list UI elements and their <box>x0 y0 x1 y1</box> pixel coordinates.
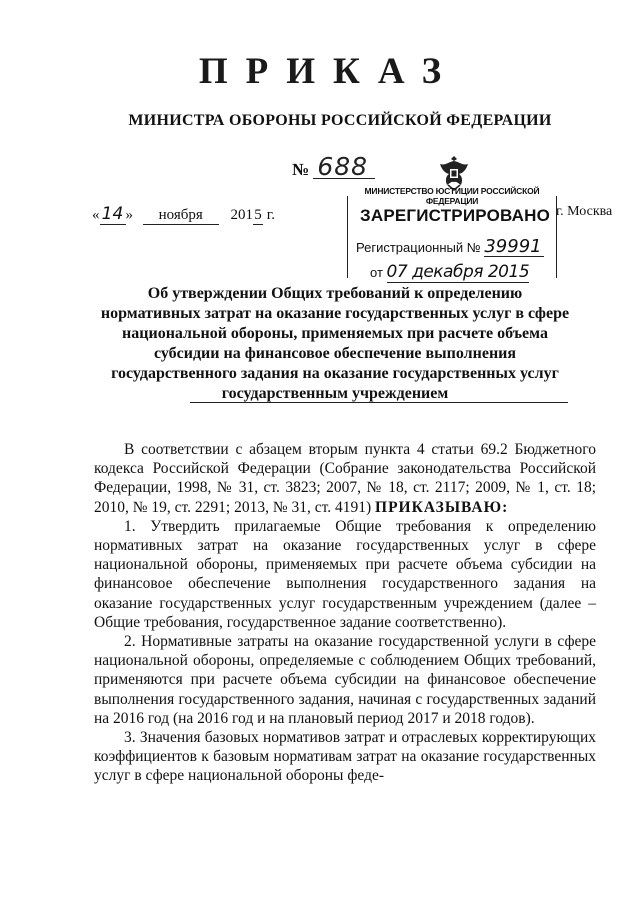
stamp-reg-label: Регистрационный № <box>356 240 481 255</box>
stamp-from-value: 07 декабря 2015 <box>386 262 530 282</box>
stamp-registration-number <box>356 238 544 257</box>
date-open-quote: « <box>92 207 100 223</box>
stamp-registered: ЗАРЕГИСТРИРОВАНО <box>360 206 551 225</box>
date-year-prefix: 201 <box>230 207 253 223</box>
order-word: ПРИКАЗЫВАЮ: <box>375 498 509 516</box>
document-heading: Об утверждении Общих требований к определению нормативных затрат на оказание государственных услуг в сфере национальной обороны, применяемых при расчете объема субсидии на финансовое обеспечение выполнения государственного задания на оказание государственных услуг государственным учреждением <box>100 285 570 402</box>
stamp-from-label: от <box>370 265 383 280</box>
city: г. Москва <box>556 204 613 219</box>
paragraph-3: 3. Значения базовых нормативов затрат и отраслевых корректирующих коэффициентов к базовым нормативам затрат на оказание государственных услуг в сфере национальной обороны феде- <box>94 729 596 785</box>
paragraph-2: 2. Нормативные затраты на оказание государственной услуги в сфере национальной обороны, определяемые с соблюдением Общих требований, применяются при расчете объема субсидии на финансовое обеспечение выполнения государственного задания, начиная с государственных заданий на 2016 год (на 2016 год и на плановый период 2017 и 2018 годов). <box>94 633 596 727</box>
ministry-line: МИНИСТРА ОБОРОНЫ РОССИЙСКОЙ ФЕДЕРАЦИИ <box>128 112 552 129</box>
date-month: ноября <box>143 207 219 225</box>
paragraph-1: 1. Утвердить прилагаемые Общие требования к определению нормативных затрат на оказание государственных услуг в сфере национальной обороны, применяемых при расчете объема субсидии на финансовое обеспечение выполнения государственного задания на оказание государственных услуг государственным учреждением (далее – Общие требования, государственное задание соответственно). <box>94 517 596 631</box>
order-date <box>92 204 275 225</box>
date-day: 14 <box>100 204 126 225</box>
order-number-value: 688 <box>313 156 375 179</box>
stamp-registration-date <box>370 262 529 283</box>
document-body <box>94 440 596 786</box>
heading-underline <box>190 402 568 403</box>
date-year-label: г. <box>266 207 275 223</box>
stamp-header: МИНИСТЕРСТВО ЮСТИЦИИ РОССИЙСКОЙ ФЕДЕРАЦИИ <box>364 186 540 206</box>
order-number-label: № <box>292 160 310 179</box>
document-title: ПРИКАЗ <box>198 51 460 92</box>
intro-text: В соответствии с абзацем вторым пункта 4 статьи 69.2 Бюджетного кодекса Российской Федерации (Собрание законодательства Российской Федерации, 1998, № 31, ст. 3823; 2007, № 18, ст. 2117; 2009, № 1, ст. 18; 2010, № 19, ст. 2291; 2013, № 31, ст. 4191) <box>94 441 596 516</box>
date-close-quote: » <box>125 207 133 223</box>
order-number <box>292 152 375 181</box>
intro-paragraph <box>94 440 596 517</box>
date-year-suffix: 5 <box>254 207 262 223</box>
stamp-reg-value: 39991 <box>484 238 544 257</box>
